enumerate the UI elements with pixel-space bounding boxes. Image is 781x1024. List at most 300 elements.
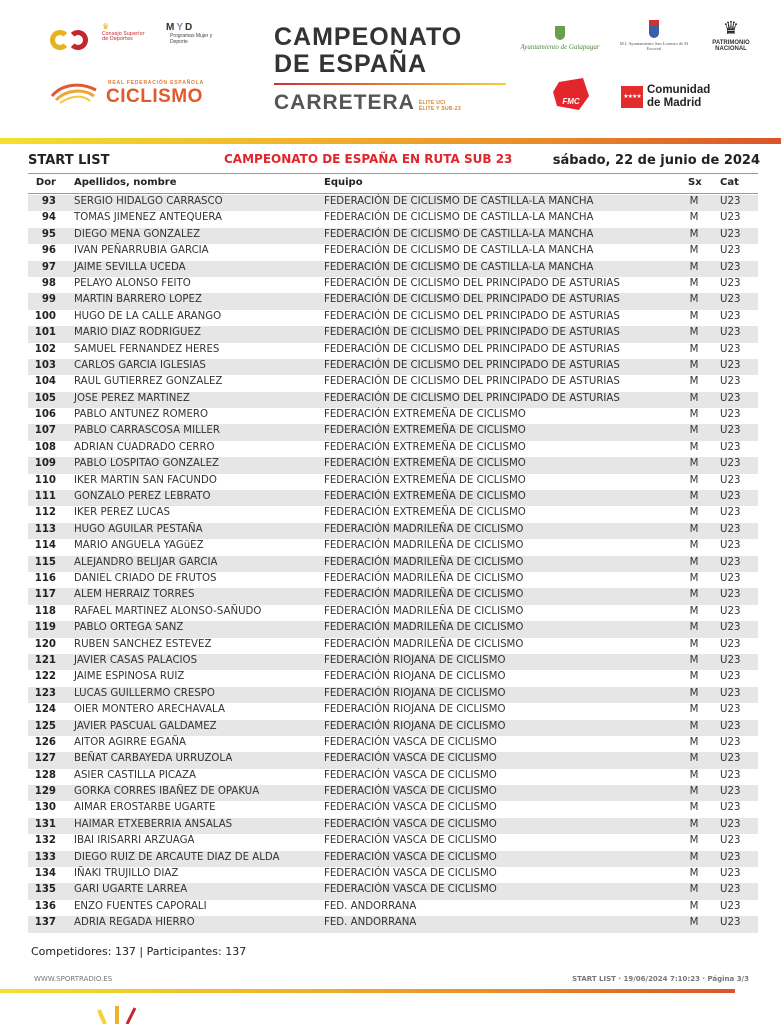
table-row xyxy=(28,916,758,932)
rider-sex: M xyxy=(689,687,699,699)
rider-team: FEDERACIÓN RIOJANA DE CICLISMO xyxy=(324,654,506,666)
table-row xyxy=(28,572,758,588)
rider-category: U23 xyxy=(720,753,741,765)
rider-team: FEDERACIÓN MADRILEÑA DE CICLISMO xyxy=(324,523,524,535)
rider-sex: M xyxy=(689,409,699,421)
table-row xyxy=(28,801,758,817)
rider-name: GORKA CORRES IBAÑEZ DE OPAKUA xyxy=(74,786,260,798)
rider-dor: 95 xyxy=(41,228,56,240)
rider-category: U23 xyxy=(720,720,741,732)
rider-category: U23 xyxy=(720,786,741,798)
rider-name: CARLOS GARCIA IGLESIAS xyxy=(74,359,206,371)
rider-team: FEDERACIÓN DE CICLISMO DEL PRINCIPADO DE ASTURIAS xyxy=(324,277,620,289)
rider-team: FEDERACIÓN VASCA DE CICLISMO xyxy=(324,802,497,814)
rider-name: OIER MONTERO ARECHAVALA xyxy=(74,704,225,716)
rider-dor: 134 xyxy=(34,868,56,880)
col-team: Equipo xyxy=(324,177,363,188)
rider-name: ENZO FUENTES CAPORALI xyxy=(74,900,207,912)
rider-name: SAMUEL FERNANDEZ HERES xyxy=(74,343,220,355)
rider-team: FEDERACIÓN VASCA DE CICLISMO xyxy=(324,769,497,781)
table-row xyxy=(28,588,758,604)
rider-name: PELAYO ALONSO FEITO xyxy=(74,277,191,289)
rider-name: PABLO ORTEGA SANZ xyxy=(74,622,184,634)
rider-team: FEDERACIÓN RIOJANA DE CICLISMO xyxy=(324,720,506,732)
rider-dor: 135 xyxy=(34,884,56,896)
rider-dor: 108 xyxy=(34,441,56,453)
table-row xyxy=(28,867,758,883)
rider-name: JAVIER CASAS PALACIOS xyxy=(74,654,198,666)
rider-dor: 100 xyxy=(34,310,56,322)
rider-name: ADRIAN CUADRADO CERRO xyxy=(74,441,215,453)
rider-name: ADRIA REGADA HIERRO xyxy=(74,917,195,929)
footer-website: WWW.SPORTRADIO.ES xyxy=(34,975,113,983)
list-title: START LIST xyxy=(28,153,110,168)
rider-category: U23 xyxy=(720,687,741,699)
rider-sex: M xyxy=(689,245,699,257)
table-row xyxy=(28,834,758,850)
rider-name: DIEGO MENA GONZALEZ xyxy=(74,228,201,240)
rider-category: U23 xyxy=(720,359,741,371)
rider-category: U23 xyxy=(720,392,741,404)
rider-category: U23 xyxy=(720,196,741,207)
rider-sex: M xyxy=(689,425,699,437)
rider-dor: 99 xyxy=(41,294,56,306)
rider-category: U23 xyxy=(720,425,741,437)
rider-sex: M xyxy=(689,654,699,666)
rider-category: U23 xyxy=(720,736,741,748)
rider-team: FEDERACIÓN DE CICLISMO DE CASTILLA-LA MANCHA xyxy=(324,196,594,207)
rider-name: RAUL GUTIERREZ GONZALEZ xyxy=(74,376,223,388)
rider-category: U23 xyxy=(720,605,741,617)
rider-sex: M xyxy=(689,261,699,273)
patrimonio-nacional-logo: ♛ PATRIMONIO NACIONAL xyxy=(706,20,756,52)
rider-dor: 104 xyxy=(34,376,56,388)
rider-sex: M xyxy=(689,212,699,224)
crown-icon: ♛ xyxy=(722,18,740,39)
table-row xyxy=(28,195,758,211)
table-row xyxy=(28,670,758,686)
table-row xyxy=(28,769,758,785)
rider-team: FEDERACIÓN DE CICLISMO DEL PRINCIPADO DE ASTURIAS xyxy=(324,359,620,371)
table-header xyxy=(28,176,758,192)
rider-team: FEDERACIÓN EXTREMEÑA DE CICLISMO xyxy=(324,491,526,503)
table-row xyxy=(28,392,758,408)
rider-category: U23 xyxy=(720,818,741,830)
table-row xyxy=(28,736,758,752)
rider-name: IKER MARTIN SAN FACUNDO xyxy=(74,474,217,486)
table-row xyxy=(28,720,758,736)
rider-sex: M xyxy=(689,540,699,552)
rider-team: FEDERACIÓN EXTREMEÑA DE CICLISMO xyxy=(324,474,526,486)
table-row xyxy=(28,883,758,899)
rider-name: RAFAEL MARTINEZ ALONSO-SAÑUDO xyxy=(74,605,262,617)
mujer-deporte-logo: MYD Programas Mujer y Deporte xyxy=(166,22,213,45)
stars-flag-icon: ★★★★ xyxy=(621,86,643,108)
sponsor-logos-header xyxy=(0,0,781,130)
shield-icon xyxy=(555,26,565,40)
rider-sex: M xyxy=(689,704,699,716)
rider-category: U23 xyxy=(720,507,741,519)
rider-category: U23 xyxy=(720,868,741,880)
rider-dor: 128 xyxy=(34,769,56,781)
rider-sex: M xyxy=(689,310,699,322)
rider-category: U23 xyxy=(720,212,741,224)
rider-sex: M xyxy=(689,884,699,896)
rider-team: FEDERACIÓN VASCA DE CICLISMO xyxy=(324,736,497,748)
rider-team: FEDERACIÓN VASCA DE CICLISMO xyxy=(324,753,497,765)
rider-dor: 93 xyxy=(41,196,56,207)
rider-team: FEDERACIÓN MADRILEÑA DE CICLISMO xyxy=(324,572,524,584)
rider-name: IÑAKI TRUJILLO DIAZ xyxy=(74,868,179,880)
rider-team: FEDERACIÓN EXTREMEÑA DE CICLISMO xyxy=(324,425,526,437)
rider-sex: M xyxy=(689,638,699,650)
rider-dor: 106 xyxy=(34,409,56,421)
rider-name: JAVIER PASCUAL GALDAMEZ xyxy=(74,720,217,732)
rider-name: PABLO ANTUNEZ ROMERO xyxy=(74,409,208,421)
table-row xyxy=(28,605,758,621)
rider-category: U23 xyxy=(720,622,741,634)
rider-name: IVAN PEÑARRUBIA GARCIA xyxy=(74,245,209,257)
rider-sex: M xyxy=(689,589,699,601)
fmc-logo xyxy=(553,76,591,112)
rider-dor: 124 xyxy=(34,704,56,716)
column-header-divider xyxy=(28,193,758,194)
table-row xyxy=(28,621,758,637)
rider-name: PABLO LOSPITAO GONZALEZ xyxy=(74,458,220,470)
table-row xyxy=(28,785,758,801)
col-name: Apellidos, nombre xyxy=(74,177,177,188)
rfec-logo: REAL FEDERACIÓN ESPAÑOLA CICLISMO xyxy=(50,78,220,108)
rider-team: FEDERACIÓN RIOJANA DE CICLISMO xyxy=(324,704,506,716)
rider-sex: M xyxy=(689,720,699,732)
table-row xyxy=(28,506,758,522)
rider-sex: M xyxy=(689,917,699,929)
rider-dor: 114 xyxy=(34,540,56,552)
rider-dor: 137 xyxy=(34,917,56,929)
table-row xyxy=(28,408,758,424)
rider-name: DANIEL CRIADO DE FRUTOS xyxy=(74,572,217,584)
rider-sex: M xyxy=(689,507,699,519)
rider-team: FEDERACIÓN DE CICLISMO DE CASTILLA-LA MANCHA xyxy=(324,228,594,240)
rider-sex: M xyxy=(689,392,699,404)
rider-category: U23 xyxy=(720,294,741,306)
table-row xyxy=(28,293,758,309)
rider-team: FEDERACIÓN DE CICLISMO DE CASTILLA-LA MANCHA xyxy=(324,261,594,273)
rider-sex: M xyxy=(689,736,699,748)
rider-sex: M xyxy=(689,572,699,584)
rider-dor: 118 xyxy=(34,605,56,617)
rider-category: U23 xyxy=(720,245,741,257)
rider-sex: M xyxy=(689,196,699,207)
event-date: sábado, 22 de junio de 2024 xyxy=(552,153,760,168)
rider-dor: 119 xyxy=(34,622,56,634)
rider-category: U23 xyxy=(720,458,741,470)
rider-dor: 121 xyxy=(34,654,56,666)
rider-sex: M xyxy=(689,671,699,683)
rider-dor: 130 xyxy=(34,802,56,814)
rider-sex: M xyxy=(689,802,699,814)
rider-category: U23 xyxy=(720,917,741,929)
table-row xyxy=(28,474,758,490)
rider-dor: 117 xyxy=(34,589,56,601)
cyclist-swoosh-icon xyxy=(50,82,98,104)
rider-category: U23 xyxy=(720,327,741,339)
rider-category: U23 xyxy=(720,884,741,896)
rider-team: FEDERACIÓN DE CICLISMO DEL PRINCIPADO DE ASTURIAS xyxy=(324,376,620,388)
table-row xyxy=(28,654,758,670)
rider-sex: M xyxy=(689,523,699,535)
rider-name: GARI UGARTE LARREA xyxy=(74,884,188,896)
rider-category: U23 xyxy=(720,310,741,322)
col-dor: Dor xyxy=(35,177,56,188)
rider-team: FEDERACIÓN VASCA DE CICLISMO xyxy=(324,818,497,830)
header-divider xyxy=(28,173,758,174)
table-row xyxy=(28,900,758,916)
rider-name: JAIME SEVILLA UCEDA xyxy=(74,261,186,273)
rider-team: FEDERACIÓN DE CICLISMO DE CASTILLA-LA MANCHA xyxy=(324,212,594,224)
rider-name: PABLO CARRASCOSA MILLER xyxy=(74,425,220,437)
rider-dor: 116 xyxy=(34,572,56,584)
rider-category: U23 xyxy=(720,228,741,240)
rider-team: FEDERACIÓN VASCA DE CICLISMO xyxy=(324,786,497,798)
rider-name: TOMAS JIMENEZ ANTEQUERA xyxy=(74,212,223,224)
rider-name: LUCAS GUILLERMO CRESPO xyxy=(74,687,215,699)
rider-team: FEDERACIÓN VASCA DE CICLISMO xyxy=(324,884,497,896)
rider-dor: 123 xyxy=(34,687,56,699)
table-row xyxy=(28,490,758,506)
rider-category: U23 xyxy=(720,277,741,289)
rider-category: U23 xyxy=(720,556,741,568)
rider-team: FED. ANDORRANA xyxy=(324,917,417,929)
rider-category: U23 xyxy=(720,704,741,716)
rider-dor: 131 xyxy=(34,818,56,830)
table-row xyxy=(28,277,758,293)
table-row xyxy=(28,539,758,555)
comunidad-madrid-logo: ★★★★ Comunidad de Madrid xyxy=(621,84,721,110)
rider-dor: 115 xyxy=(34,556,56,568)
rider-name: JOSE PEREZ MARTINEZ xyxy=(74,392,190,404)
event-title: CAMPEONATO DE ESPAÑA EN RUTA SUB 23 xyxy=(224,152,513,166)
rider-category: U23 xyxy=(720,900,741,912)
rider-team: FEDERACIÓN MADRILEÑA DE CICLISMO xyxy=(324,622,524,634)
rider-sex: M xyxy=(689,818,699,830)
rider-team: FEDERACIÓN DE CICLISMO DEL PRINCIPADO DE ASTURIAS xyxy=(324,294,620,306)
sun-rays-logo xyxy=(95,1002,155,1024)
rider-team: FEDERACIÓN MADRILEÑA DE CICLISMO xyxy=(324,605,524,617)
participants-summary: Competidores: 137 | Participantes: 137 xyxy=(31,945,247,958)
rider-team: FEDERACIÓN DE CICLISMO DEL PRINCIPADO DE ASTURIAS xyxy=(324,392,620,404)
rider-dor: 102 xyxy=(34,343,56,355)
rider-name: MARTIN BARRERO LOPEZ xyxy=(74,294,202,306)
rider-team: FEDERACIÓN VASCA DE CICLISMO xyxy=(324,868,497,880)
rider-dor: 112 xyxy=(34,507,56,519)
rider-team: FEDERACIÓN RIOJANA DE CICLISMO xyxy=(324,687,506,699)
table-row xyxy=(28,687,758,703)
table-row xyxy=(28,375,758,391)
rider-name: ALEJANDRO BELIJAR GARCIA xyxy=(74,556,218,568)
rider-team: FED. ANDORRANA xyxy=(324,900,417,912)
table-row xyxy=(28,752,758,768)
galapagar-logo: Ayuntamiento de Galapagar xyxy=(520,26,600,51)
rider-dor: 101 xyxy=(34,327,56,339)
rider-team: FEDERACIÓN EXTREMEÑA DE CICLISMO xyxy=(324,507,526,519)
rider-name: IKER PEREZ LUCAS xyxy=(74,507,170,519)
rider-team: FEDERACIÓN DE CICLISMO DEL PRINCIPADO DE ASTURIAS xyxy=(324,327,620,339)
footer-page-info: START LIST · 19/06/2024 7:10:23 · Página 3/3 xyxy=(572,975,749,983)
rider-team: FEDERACIÓN MADRILEÑA DE CICLISMO xyxy=(324,540,524,552)
table-row xyxy=(28,359,758,375)
rider-team: FEDERACIÓN DE CICLISMO DEL PRINCIPADO DE ASTURIAS xyxy=(324,343,620,355)
rider-sex: M xyxy=(689,277,699,289)
rider-sex: M xyxy=(689,556,699,568)
csd-logo: ♛ Consejo Superior de Deportes xyxy=(50,28,150,52)
rider-category: U23 xyxy=(720,441,741,453)
rider-category: U23 xyxy=(720,491,741,503)
rider-category: U23 xyxy=(720,376,741,388)
rider-category: U23 xyxy=(720,589,741,601)
rider-dor: 136 xyxy=(34,900,56,912)
table-row xyxy=(28,523,758,539)
table-row xyxy=(28,441,758,457)
rider-category: U23 xyxy=(720,654,741,666)
rider-category: U23 xyxy=(720,638,741,650)
rider-category: U23 xyxy=(720,409,741,421)
table-row xyxy=(28,703,758,719)
start-list-table xyxy=(28,195,758,933)
rider-sex: M xyxy=(689,458,699,470)
svg-text:FMC: FMC xyxy=(562,97,580,106)
title-divider xyxy=(274,83,506,85)
rider-name: HUGO AGUILAR PESTAÑA xyxy=(74,523,203,535)
col-sx: Sx xyxy=(688,177,702,188)
rider-sex: M xyxy=(689,474,699,486)
rider-name: JAIME ESPINOSA RUIZ xyxy=(74,671,185,683)
rider-category: U23 xyxy=(720,474,741,486)
rider-name: BEÑAT CARBAYEDA URRUZOLA xyxy=(74,753,233,765)
escorial-logo: M.I. Ayuntamiento San Lorenzo de El Escorial xyxy=(616,20,692,51)
rider-name: HUGO DE LA CALLE ARANGO xyxy=(74,310,222,322)
col-cat: Cat xyxy=(720,177,739,188)
rider-sex: M xyxy=(689,753,699,765)
rider-sex: M xyxy=(689,868,699,880)
rider-team: FEDERACIÓN EXTREMEÑA DE CICLISMO xyxy=(324,458,526,470)
crown-icon: ♛ xyxy=(102,22,110,31)
rider-dor: 125 xyxy=(34,720,56,732)
rider-dor: 111 xyxy=(34,491,56,503)
rider-dor: 97 xyxy=(41,261,56,273)
rider-sex: M xyxy=(689,228,699,240)
document-header xyxy=(28,152,760,172)
rider-category: U23 xyxy=(720,769,741,781)
table-row xyxy=(28,228,758,244)
rider-team: FEDERACIÓN MADRILEÑA DE CICLISMO xyxy=(324,638,524,650)
table-row xyxy=(28,424,758,440)
table-row xyxy=(28,261,758,277)
rider-sex: M xyxy=(689,786,699,798)
rider-name: ALEM HERRAIZ TORRES xyxy=(74,589,195,601)
rider-dor: 96 xyxy=(41,245,56,257)
rider-dor: 103 xyxy=(34,359,56,371)
rider-sex: M xyxy=(689,327,699,339)
rider-sex: M xyxy=(689,294,699,306)
rider-category: U23 xyxy=(720,572,741,584)
rider-team: FEDERACIÓN MADRILEÑA DE CICLISMO xyxy=(324,556,524,568)
rider-sex: M xyxy=(689,359,699,371)
rider-team: FEDERACIÓN VASCA DE CICLISMO xyxy=(324,835,497,847)
rider-dor: 109 xyxy=(34,458,56,470)
table-row xyxy=(28,343,758,359)
rider-name: IBAI IRISARRI ARZUAGA xyxy=(74,835,195,847)
rider-name: ASIER CASTILLA PICAZA xyxy=(74,769,196,781)
rider-name: RUBEN SANCHEZ ESTEVEZ xyxy=(74,638,212,650)
rider-sex: M xyxy=(689,491,699,503)
rider-dor: 129 xyxy=(34,786,56,798)
table-row xyxy=(28,556,758,572)
rider-name: HAIMAR ETXEBERRIA ANSALAS xyxy=(74,818,233,830)
rider-category: U23 xyxy=(720,802,741,814)
rider-dor: 113 xyxy=(34,523,56,535)
table-row xyxy=(28,457,758,473)
rider-team: FEDERACIÓN DE CICLISMO DE CASTILLA-LA MANCHA xyxy=(324,245,594,257)
rider-dor: 98 xyxy=(41,277,56,289)
table-row xyxy=(28,310,758,326)
rider-sex: M xyxy=(689,835,699,847)
rider-category: U23 xyxy=(720,851,741,863)
rider-dor: 127 xyxy=(34,753,56,765)
rider-sex: M xyxy=(689,441,699,453)
table-row xyxy=(28,638,758,654)
top-gradient-bar xyxy=(0,138,781,144)
rider-name: MARIO ANGUELA YAGüEZ xyxy=(74,540,204,552)
rider-sex: M xyxy=(689,605,699,617)
rider-team: FEDERACIÓN VASCA DE CICLISMO xyxy=(324,851,497,863)
table-row xyxy=(28,244,758,260)
rider-name: DIEGO RUIZ DE ARCAUTE DIAZ DE ALDA xyxy=(74,851,280,863)
rider-dor: 126 xyxy=(34,736,56,748)
table-row xyxy=(28,851,758,867)
table-row xyxy=(28,211,758,227)
rider-dor: 94 xyxy=(41,212,56,224)
rider-name: MARIO DIAZ RODRIGUEZ xyxy=(74,327,201,339)
rider-category: U23 xyxy=(720,540,741,552)
rider-category: U23 xyxy=(720,523,741,535)
rider-dor: 133 xyxy=(34,851,56,863)
rider-dor: 120 xyxy=(34,638,56,650)
rider-team: FEDERACIÓN EXTREMEÑA DE CICLISMO xyxy=(324,441,526,453)
rider-dor: 132 xyxy=(34,835,56,847)
rider-dor: 122 xyxy=(34,671,56,683)
rider-team: FEDERACIÓN RIOJANA DE CICLISMO xyxy=(324,671,506,683)
rider-sex: M xyxy=(689,769,699,781)
rider-category: U23 xyxy=(720,835,741,847)
rider-name: AITOR AGIRRE EGAÑA xyxy=(74,736,186,748)
rider-team: FEDERACIÓN DE CICLISMO DEL PRINCIPADO DE ASTURIAS xyxy=(324,310,620,322)
rider-name: SERGIO HIDALGO CARRASCO xyxy=(74,196,223,207)
rider-dor: 110 xyxy=(34,474,56,486)
rider-team: FEDERACIÓN EXTREMEÑA DE CICLISMO xyxy=(324,409,526,421)
shield-icon xyxy=(649,20,659,38)
bottom-gradient-bar xyxy=(0,989,735,993)
rider-sex: M xyxy=(689,851,699,863)
rider-sex: M xyxy=(689,900,699,912)
rider-team: FEDERACIÓN MADRILEÑA DE CICLISMO xyxy=(324,589,524,601)
rider-category: U23 xyxy=(720,671,741,683)
table-row xyxy=(28,818,758,834)
rider-dor: 107 xyxy=(34,425,56,437)
table-row xyxy=(28,326,758,342)
rider-sex: M xyxy=(689,622,699,634)
rider-name: AIMAR EROSTARBE UGARTE xyxy=(74,802,216,814)
